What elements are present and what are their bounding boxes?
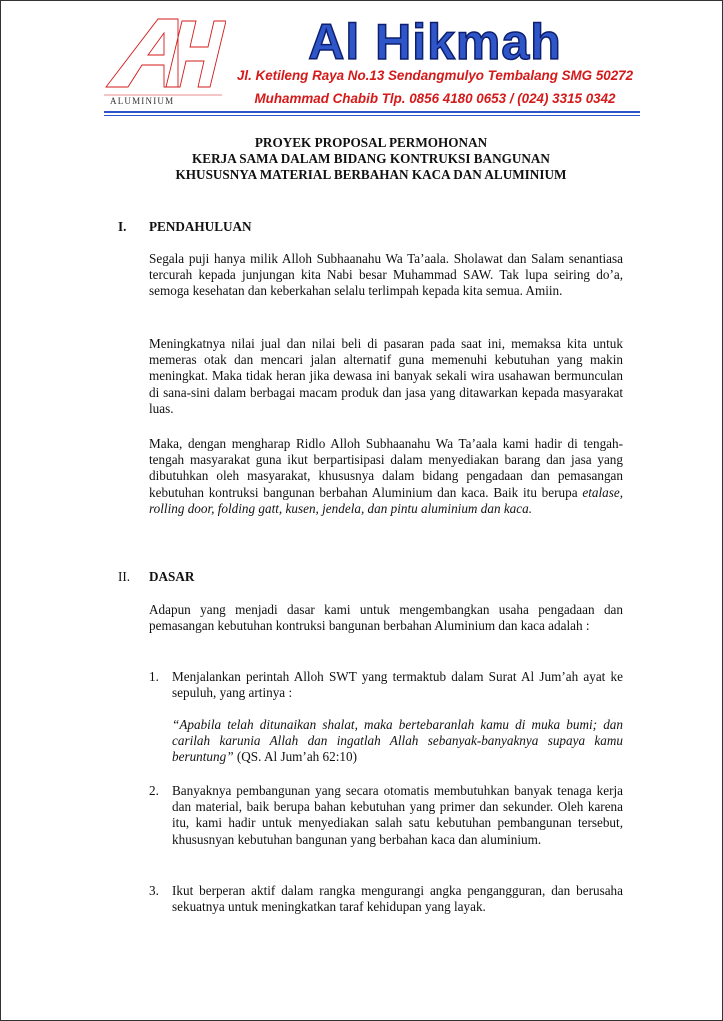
address-line: Jl. Ketileng Raya No.13 Sendangmulyo Tembalang SMG 50272 bbox=[236, 68, 634, 83]
section-1-number: I. bbox=[118, 219, 127, 234]
list-item-2-number: 2. bbox=[149, 783, 159, 798]
section-2-heading: DASAR bbox=[149, 569, 195, 584]
contact-line: Muhammad Chabib Tlp. 0856 4180 0653 / (024) 3315 0342 bbox=[254, 91, 616, 106]
title-line-1: PROYEK PROPOSAL PERMOHONAN bbox=[254, 135, 488, 150]
list-item-3: Ikut berperan aktif dalam rangka mengurangi angka pengangguran, dan berusaha sekuatnya untuk meningkatkan taraf kehidupan yang layak. bbox=[172, 883, 623, 915]
section-1-paragraph-3 bbox=[149, 436, 623, 517]
list-item-1: Menjalankan perintah Alloh SWT yang termaktub dalam Surat Al Jum’ah ayat ke sepuluh, yang artinya : bbox=[172, 669, 623, 701]
company-logo bbox=[102, 15, 226, 107]
section-2-intro: Adapun yang menjadi dasar kami untuk mengembangkan usaha pengadaan dan pemasangan kebutuhan kontruksi bangunan berbahan Aluminium dan kaca adalah : bbox=[149, 602, 623, 634]
title-line-3: KHUSUSNYA MATERIAL BERBAHAN KACA DAN ALUMINIUM bbox=[175, 167, 567, 182]
list-item-3-number: 3. bbox=[149, 883, 159, 898]
section-1-paragraph-1: Segala puji hanya milik Alloh Subhaanahu Wa Ta’aala. Sholawat dan Salam senantiasa tercurah kepada junjungan kita Nabi besar Muhammad SAW. Tak lupa seiring do’a, semoga kesehatan dan keberkahan selalu terlimpah kepada kita semua. Amiin. bbox=[149, 251, 623, 299]
section-2-number: II. bbox=[118, 569, 131, 584]
logo-ah-icon bbox=[102, 15, 226, 107]
quote-text: “Apabila telah ditunaikan shalat, maka bertebaranlah kamu di muka bumi; dan carilah karunia Allah dan ingatlah Allah sebanyak-banyaknya supaya kamu beruntung” bbox=[172, 717, 623, 765]
paragraph-3-text: Maka, dengan mengharap Ridlo Alloh Subhaanahu Wa Ta’aala kami hadir di tengah-tengah masyarakat guna ikut berpartisipasi dalam menyediakan barang dan jasa yang dibutuhkan oleh masyarakat, khususnya dalam bidang pengadaan dan pemasangan kebutuhan kontruksi bangunan berbahan Aluminium dan kaca. Baik itu berupa bbox=[149, 436, 623, 500]
list-item-2: Banyaknya pembangunan yang secara otomatis membutuhkan banyak tenaga kerja dan material, baik berupa bahan kebutuhan yang primer dan sekunder. Oleh karena itu, kami hadir untuk menyediakan salah satu kebutuhan pembangunan tersebut, khususnyan kebutuhan bangunan yang berbahan kaca dan aluminium. bbox=[172, 783, 623, 847]
header-rule-thin bbox=[104, 115, 640, 116]
logo-text: ALUMINIUM bbox=[110, 96, 175, 106]
section-1-heading: PENDAHULUAN bbox=[149, 219, 252, 234]
quote-block bbox=[172, 717, 623, 766]
brand-name: Al Hikmah bbox=[308, 14, 562, 70]
title-line-2: KERJA SAMA DALAM BIDANG KONTRUKSI BANGUNAN bbox=[192, 151, 550, 166]
list-item-1-number: 1. bbox=[149, 669, 159, 684]
header-rule bbox=[104, 111, 640, 113]
document-title bbox=[101, 135, 641, 183]
section-1-paragraph-2: Meningkatnya nilai jual dan nilai beli di pasaran pada saat ini, memaksa kita untuk memeras otak dan mencari jalan alternatif guna memenuhi kebutuhan yang makin meningkat. Maka tidak heran jika dewasa ini banyak sekali wira usahawan bermunculan di sana-sini dalam berbagai macam produk dan jasa yang ditawarkan kepada masyarakat luas. bbox=[149, 336, 623, 416]
quote-reference: (QS. Al Jum’ah 62:10) bbox=[233, 749, 357, 765]
paragraph-3-italic: etalase, rolling door, folding gatt, kusen, jendela, dan pintu aluminium dan kaca. bbox=[149, 484, 624, 516]
